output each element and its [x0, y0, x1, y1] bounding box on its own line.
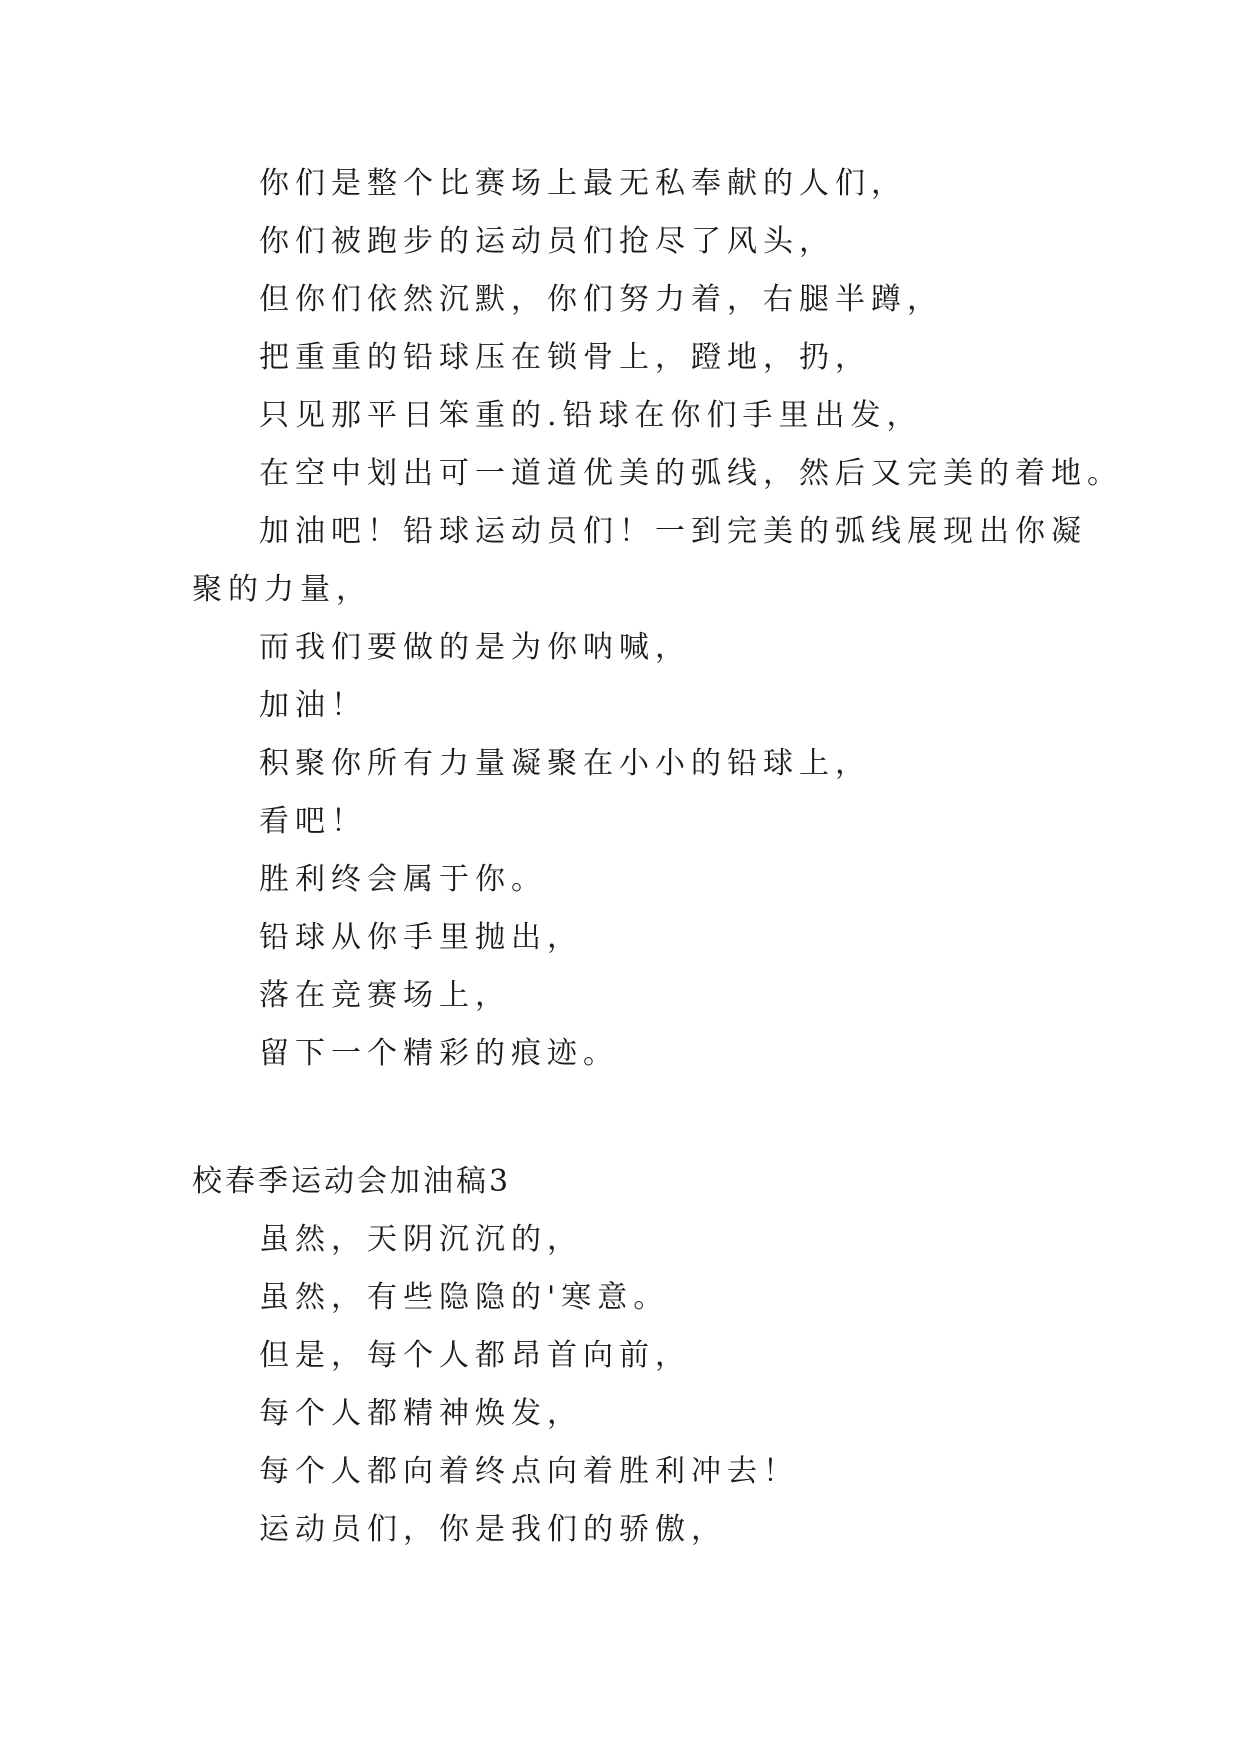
poem-line: 积聚你所有力量凝聚在小小的铅球上， [259, 746, 871, 781]
section-heading: 校春季运动会加油稿3 [192, 1164, 512, 1199]
poem-section-2 [0, 1211, 1241, 1559]
poem-line: 铅球从你手里抛出， [259, 920, 583, 955]
poem-line: 每个人都精神焕发， [259, 1396, 583, 1431]
poem-section-1 [0, 155, 1241, 1083]
poem-line: 但是，每个人都昂首向前， [259, 1338, 691, 1373]
poem-line: 把重重的铅球压在锁骨上，蹬地，扔， [259, 340, 871, 375]
poem-line: 留下一个精彩的痕迹。 [259, 1036, 619, 1071]
poem-line: 运动员们，你是我们的骄傲， [259, 1512, 727, 1547]
poem-line: 看吧！ [259, 804, 367, 839]
poem-line: 加油！ [259, 688, 367, 723]
poem-line-continuation: 聚的力量， [192, 572, 372, 607]
poem-line: 虽然，有些隐隐的'寒意。 [259, 1280, 670, 1315]
poem-line: 加油吧！铅球运动员们！一到完美的弧线展现出你凝 [259, 514, 1087, 549]
poem-line: 每个人都向着终点向着胜利冲去！ [259, 1454, 799, 1489]
poem-line: 落在竞赛场上， [259, 978, 511, 1013]
poem-line: 你们被跑步的运动员们抢尽了风头， [259, 224, 835, 259]
poem-line: 只见那平日笨重的.铅球在你们手里出发， [259, 398, 923, 433]
poem-line: 虽然，天阴沉沉的， [259, 1222, 583, 1257]
poem-line: 胜利终会属于你。 [259, 862, 547, 897]
poem-line: 而我们要做的是为你呐喊， [259, 630, 691, 665]
poem-line: 但你们依然沉默，你们努力着，右腿半蹲， [259, 282, 943, 317]
poem-line: 在空中划出可一道道优美的弧线，然后又完美的着地。 [259, 456, 1123, 491]
poem-line: 你们是整个比赛场上最无私奉献的人们， [259, 166, 907, 201]
